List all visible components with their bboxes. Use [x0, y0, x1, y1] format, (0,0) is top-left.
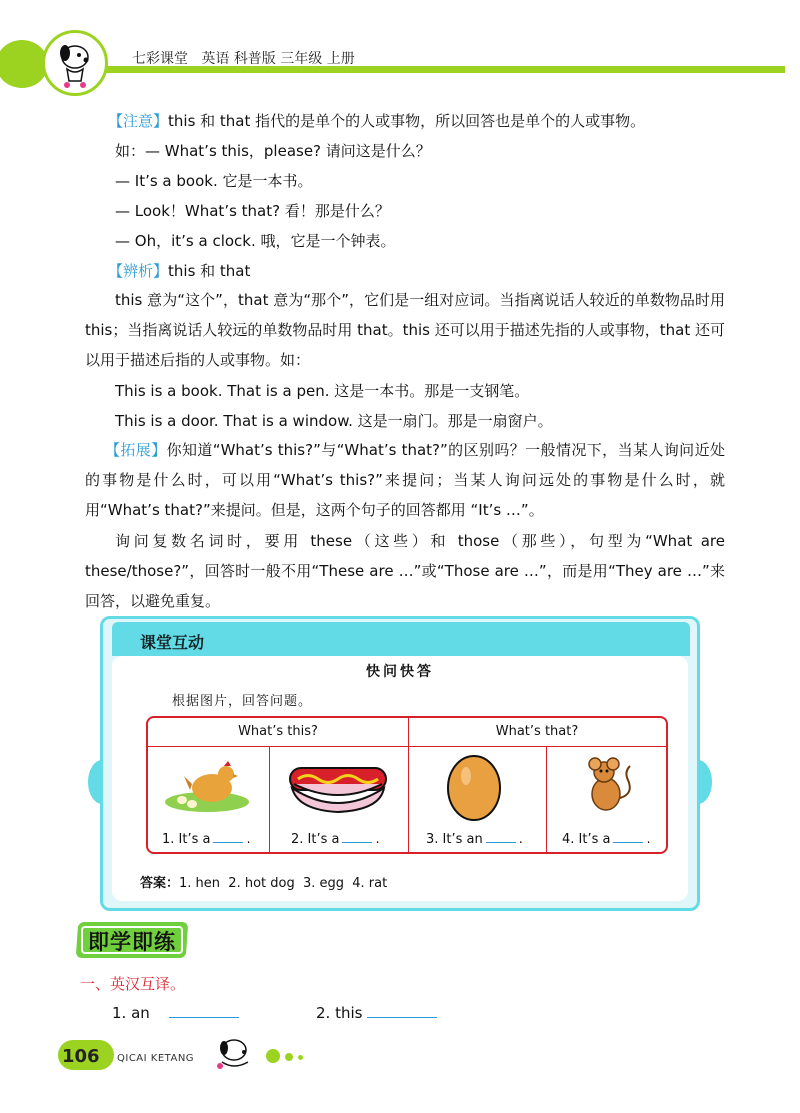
practice-item-2-text: 2. this [316, 1004, 363, 1022]
table-divider-1 [269, 746, 270, 852]
header-series: 七彩课堂 [132, 51, 188, 67]
analysis-paragraph: this 意为“这个”，that 意为“那个”，它们是一组对应词。当指离说话人较近的单数物品时用 this；当指离说话人较远的单数物品时用 that。this 还可以用于描述先指的人或事物，that 还可以用于描述后指的人或事物。如： [85, 291, 725, 369]
hot-dog-icon [284, 748, 392, 818]
practice-blank-1[interactable] [169, 1003, 239, 1018]
question-3-period: . [518, 832, 523, 847]
practice-item-1-text: 1. an [112, 1004, 150, 1022]
question-3-text: 3. It’s an [426, 832, 483, 847]
answer-label: 答案： [140, 876, 180, 891]
note-example-2: — It’s a book. 它是一本书。 [115, 172, 313, 190]
rat-icon [580, 754, 636, 816]
note-example-4: — Oh，it’s a clock. 哦，它是一个钟表。 [115, 232, 396, 250]
note-line [108, 111, 645, 131]
practice-item-2 [316, 1003, 437, 1023]
header-title [132, 48, 355, 68]
header-volume: 上册 [326, 51, 355, 67]
extension-paragraph-2: 询问复数名词时，要用 these（这些）和 those（那些），句型为“What are these/those?”，回答时一般不用“These are …”或“Those are …”，而是用“They are …”来回答，以避免重复。 [85, 532, 725, 610]
practice-title: 即学即练 [88, 930, 176, 954]
page-number: 106 [62, 1046, 100, 1067]
dog-mascot-icon [45, 33, 105, 93]
analysis-example-2: This is a door. That is a window. 这是一扇门。那是一扇窗户。 [115, 412, 553, 430]
footer-dot-medium [285, 1053, 293, 1061]
qa-instruction: 根据图片，回答问题。 [172, 694, 313, 709]
note-tag: 【注意】 [108, 112, 169, 130]
answer-values: 1. hen 2. hot dog 3. egg 4. rat [179, 876, 388, 891]
answer-line [140, 872, 387, 891]
question-1-text: 1. It’s a [162, 832, 211, 847]
answer-blank-3[interactable] [486, 830, 516, 843]
col-header-that: What’s that? [495, 724, 579, 739]
footer-dot-small [298, 1055, 303, 1060]
practice-item-1 [112, 1003, 239, 1023]
col-header-this: What’s this? [238, 724, 318, 739]
dog-mascot-logo [42, 30, 108, 96]
practice-banner [77, 922, 187, 958]
question-2-text: 2. It’s a [291, 832, 340, 847]
question-4-text: 4. It’s a [562, 832, 611, 847]
table-middle-divider [408, 718, 409, 852]
footer-dot-large [266, 1049, 280, 1063]
question-3 [426, 830, 523, 847]
footer-brand: QICAI KETANG [117, 1053, 195, 1064]
header-band [0, 66, 785, 73]
extension-tag: 【拓展】 [105, 441, 167, 459]
question-2-period: . [375, 832, 380, 847]
dog-footer-icon [208, 1034, 258, 1072]
section-1-heading: 一、英汉互译。 [80, 975, 186, 993]
question-4 [562, 830, 651, 847]
question-1 [162, 830, 251, 847]
analysis-example-1: This is a book. That is a pen. 这是一本书。那是一支钢笔。 [115, 382, 530, 400]
question-4-period: . [646, 832, 651, 847]
practice-blank-2[interactable] [367, 1003, 437, 1018]
answer-blank-4[interactable] [613, 830, 643, 843]
header-subject: 英语 [201, 51, 230, 67]
note-text: this 和 that 指代的是单个的人或事物，所以回答也是单个的人或事物。 [168, 112, 646, 130]
table-divider-3 [546, 746, 547, 852]
interaction-title-bar [112, 622, 690, 656]
note-example-3: — Look！What’s that? 看！那是什么？ [115, 202, 390, 220]
answer-blank-2[interactable] [342, 830, 372, 843]
header-grade: 三年级 [280, 51, 323, 67]
note-example-1: 如：— What’s this，please? 请问这是什么？ [115, 142, 431, 160]
analysis-tag: 【辨析】 [108, 262, 169, 280]
analysis-heading [108, 261, 250, 281]
question-1-period: . [246, 832, 251, 847]
table-header-divider [148, 746, 666, 747]
interaction-title: 课堂互动 [140, 633, 205, 652]
quick-qa-title: 快问快答 [366, 664, 434, 680]
header-edition: 科普版 [233, 51, 276, 67]
picture-question-table [146, 716, 668, 854]
header-dot [0, 40, 48, 88]
extension-paragraph-1 [85, 435, 725, 525]
analysis-title: this 和 that [168, 262, 251, 280]
egg-icon [444, 750, 504, 822]
extension-text-1: 你知道“What’s this?”与“What’s that?”的区别吗？一般情况下，当某人询问近处的事物是什么时，可以用“What’s this?”来提问；当某人询问远处的事物是什么时，就用“What’s that?”来提问。但是，这两个句子的回答都用 “It’s …”。 [85, 441, 725, 519]
answer-blank-1[interactable] [213, 830, 243, 843]
hen-icon [162, 754, 252, 814]
question-2 [291, 830, 380, 847]
